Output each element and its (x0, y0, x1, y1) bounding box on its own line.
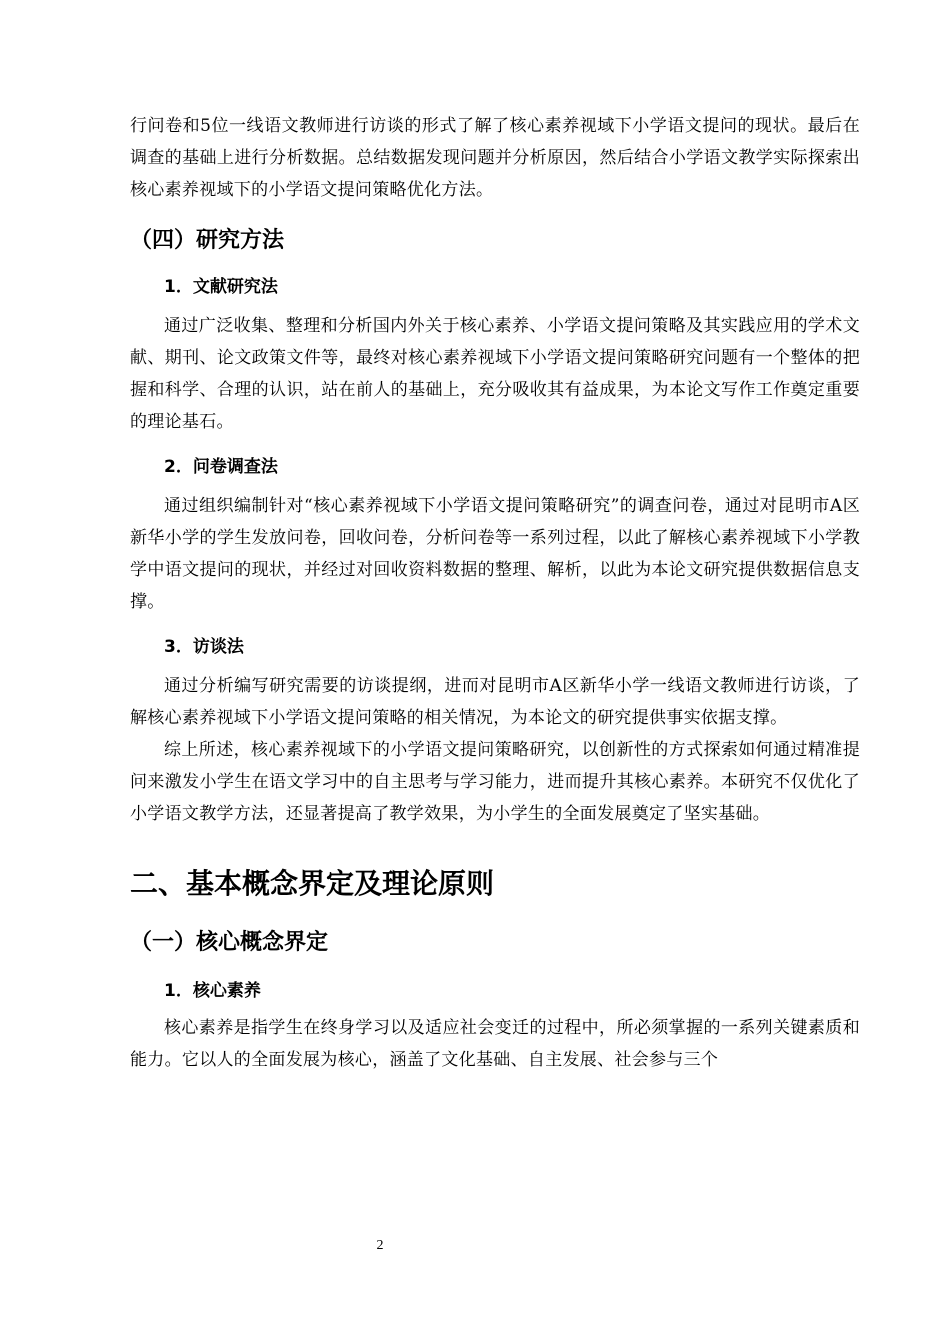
paragraph-literature-method: 通过广泛收集、整理和分析国内外关于核心素养、小学语文提问策略及其实践应用的学术文献、期刊、论文政策文件等，最终对核心素养视域下小学语文提问策略研究问题有一个整体的把握和科学、合理的认识，站在前人的基础上，充分吸收其有益成果，为本论文写作工作奠定重要的理论基石。 (130, 316, 860, 432)
heading-questionnaire-method: 2．问卷调查法 (164, 457, 278, 477)
paragraph-interview-method: 通过分析编写研究需要的访谈提纲，进而对昆明市A区新华小学一线语文教师进行访谈，了解核心素养视域下小学语文提问策略的相关情况，为本论文的研究提供事实依据支撑。 (130, 676, 860, 728)
section-heading-core-concepts: （一）核心概念界定 (130, 930, 329, 955)
page-number: 2 (376, 1238, 384, 1253)
paragraph-core-literacy: 核心素养是指学生在终身学习以及适应社会变迁的过程中，所必须掌握的一系列关键素质和能力。它以人的全面发展为核心，涵盖了文化基础、自主发展、社会参与三个 (130, 1018, 860, 1070)
paragraph-intro-continuation: 行问卷和5位一线语文教师进行访谈的形式了解了核心素养视域下小学语文提问的现状。最后在调查的基础上进行分析数据。总结数据发现问题并分析原因，然后结合小学语文教学实际探索出核心素养视域下的小学语文提问策略优化方法。 (130, 116, 860, 200)
paragraph-questionnaire-method: 通过组织编制针对“核心素养视域下小学语文提问策略研究”的调查问卷，通过对昆明市A区新华小学的学生发放问卷，回收问卷，分析问卷等一系列过程，以此了解核心素养视域下小学教学中语文提问的现状，并经过对回收资料数据的整理、解析，以此为本论文研究提供数据信息支撑。 (130, 496, 860, 612)
page-content (130, 110, 860, 1076)
heading-interview-method: 3．访谈法 (164, 637, 244, 657)
heading-research-methods: （四）研究方法 (130, 228, 285, 253)
heading-literature-method: 1．文献研究法 (164, 277, 278, 297)
paragraph-summary: 综上所述，核心素养视域下的小学语文提问策略研究，以创新性的方式探索如何通过精准提问来激发小学生在语文学习中的自主思考与学习能力，进而提升其核心素养。本研究不仅优化了小学语文教学方法，还显著提高了教学效果，为小学生的全面发展奠定了坚实基础。 (130, 740, 860, 824)
heading-core-literacy: 1．核心素养 (164, 981, 261, 1001)
chapter-heading: 二、基本概念界定及理论原则 (130, 867, 495, 900)
